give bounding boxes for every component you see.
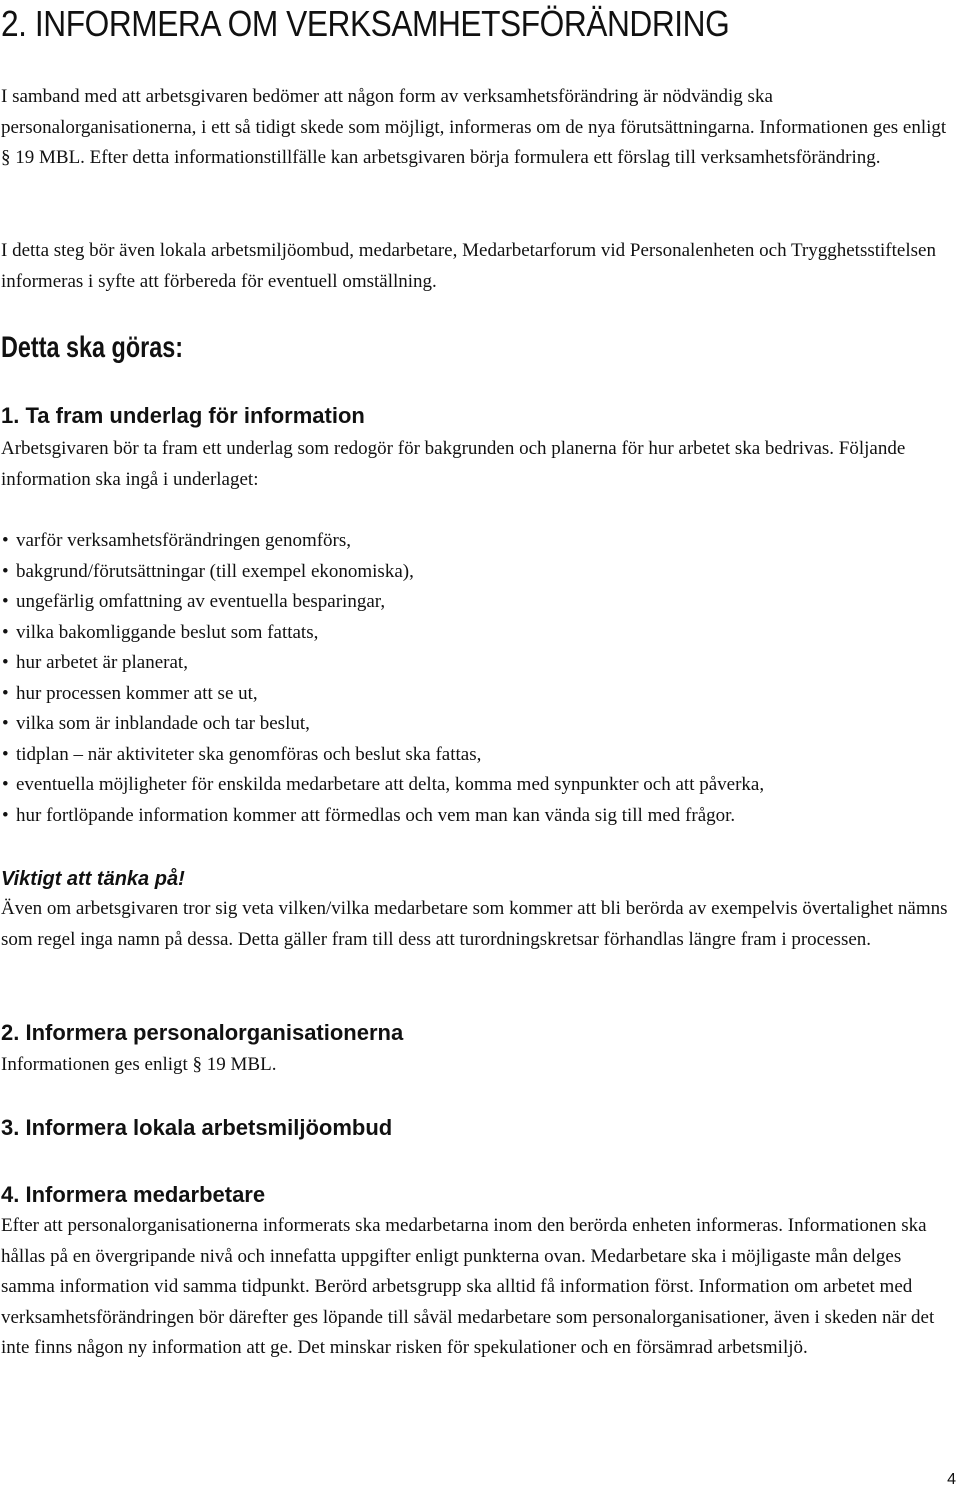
bullet-icon: • xyxy=(2,652,9,673)
bullet-icon: • xyxy=(2,621,9,643)
list-item xyxy=(0,770,764,801)
page-number: 4 xyxy=(947,1471,956,1488)
bullet-icon: • xyxy=(2,713,9,734)
list-item-text: bakgrund/förutsättningar (till exempel ekonomiska), xyxy=(16,560,414,582)
list-item-text: hur arbetet är planerat, xyxy=(16,652,188,673)
bullet-icon: • xyxy=(2,743,9,765)
bullet-icon: • xyxy=(2,682,9,704)
second-paragraph: I detta steg bör även lokala arbetsmiljöombud, medarbetare, Medarbetarforum vid Personalenheten och Trygghetsstiftelsen informeras i syfte att förbereda för eventuell omställning. xyxy=(1,240,936,292)
important-text: Även om arbetsgivaren tror sig veta vilken/vilka medarbetare som kommer att bli berörda av exempelvis övertalighet nämns som regel inga namn på dessa. Detta gäller fram till dess att turordningskretsar förhandlas längre fram i processen. xyxy=(1,898,948,950)
section-3-heading: 3. Informera lokala arbetsmiljöombud xyxy=(1,1115,393,1140)
intro-paragraph: I samband med att arbetsgivaren bedömer att någon form av verksamhetsförändring är nödvändig ska personalorganisationerna, i ett så tidigt skede som möjligt, informeras om de nya förutsättningarna. Informationen ges enligt § 19 MBL. Efter detta informationstillfälle kan arbetsgivaren börja formulera ett förslag till verksamhetsförändring. xyxy=(1,86,947,168)
list-item-text: tidplan – när aktiviteter ska genomföras och beslut ska fattas, xyxy=(16,743,482,765)
bullet-icon: • xyxy=(2,774,9,795)
section-2-text: Informationen ges enligt § 19 MBL. xyxy=(1,1054,277,1075)
list-item-text: vilka som är inblandade och tar beslut, xyxy=(16,713,310,734)
list-item-text: hur processen kommer att se ut, xyxy=(16,682,258,704)
list-item-text: varför verksamhetsförändringen genomförs, xyxy=(16,530,352,551)
bullet-icon: • xyxy=(2,530,9,551)
bullet-icon: • xyxy=(2,560,9,582)
todo-heading: Detta ska göras: xyxy=(1,331,184,364)
section-4-text: Efter att personalorganisationerna informerats ska medarbetarna inom den berörda enheten informeras. Informationen ska hållas på en övergripande nivå och innefatta uppgifter enligt punkterna ovan. Medarbetare ska i möjligaste mån delges samma information vid samma tidpunkt. Berörd arbetsgrupp ska alltid få information först. Information om arbetet med verksamhetsförändringen bör därefter ges löpande till såväl medarbetare som personalorganisationer, även i skeden när det inte finns någon ny information att ge. Det minskar risken för spekulationer och en försämrad arbetsmiljö. xyxy=(1,1215,935,1358)
page-title: 2. INFORMERA OM VERKSAMHETSFÖRÄNDRING xyxy=(1,3,730,44)
bullet-list xyxy=(0,526,764,831)
section-1-text: Arbetsgivaren bör ta fram ett underlag som redogör för bakgrunden och planerna för hur arbetet ska bedrivas. Följande information ska ingå i underlaget: xyxy=(1,438,906,490)
section-2-heading: 2. Informera personalorganisationerna xyxy=(1,1020,404,1045)
list-item xyxy=(0,740,764,771)
section-1-heading: 1. Ta fram underlag för information xyxy=(1,403,365,428)
list-item xyxy=(0,587,764,618)
list-item xyxy=(0,648,764,679)
list-item xyxy=(0,679,764,710)
list-item xyxy=(0,526,764,557)
list-item xyxy=(0,801,764,832)
list-item xyxy=(0,557,764,588)
section-4-heading: 4. Informera medarbetare xyxy=(1,1182,266,1207)
bullet-icon: • xyxy=(2,591,9,612)
list-item-text: vilka bakomliggande beslut som fattats, xyxy=(16,621,319,643)
important-heading: Viktigt att tänka på! xyxy=(1,868,185,890)
list-item-text: eventuella möjligheter för enskilda medarbetare att delta, komma med synpunkter och att påverka, xyxy=(16,774,765,795)
list-item xyxy=(0,709,764,740)
list-item-text: ungefärlig omfattning av eventuella besparingar, xyxy=(16,591,386,612)
list-item xyxy=(0,618,764,649)
list-item-text: hur fortlöpande information kommer att förmedlas och vem man kan vända sig till med frågor. xyxy=(16,804,736,826)
bullet-icon: • xyxy=(2,804,9,826)
